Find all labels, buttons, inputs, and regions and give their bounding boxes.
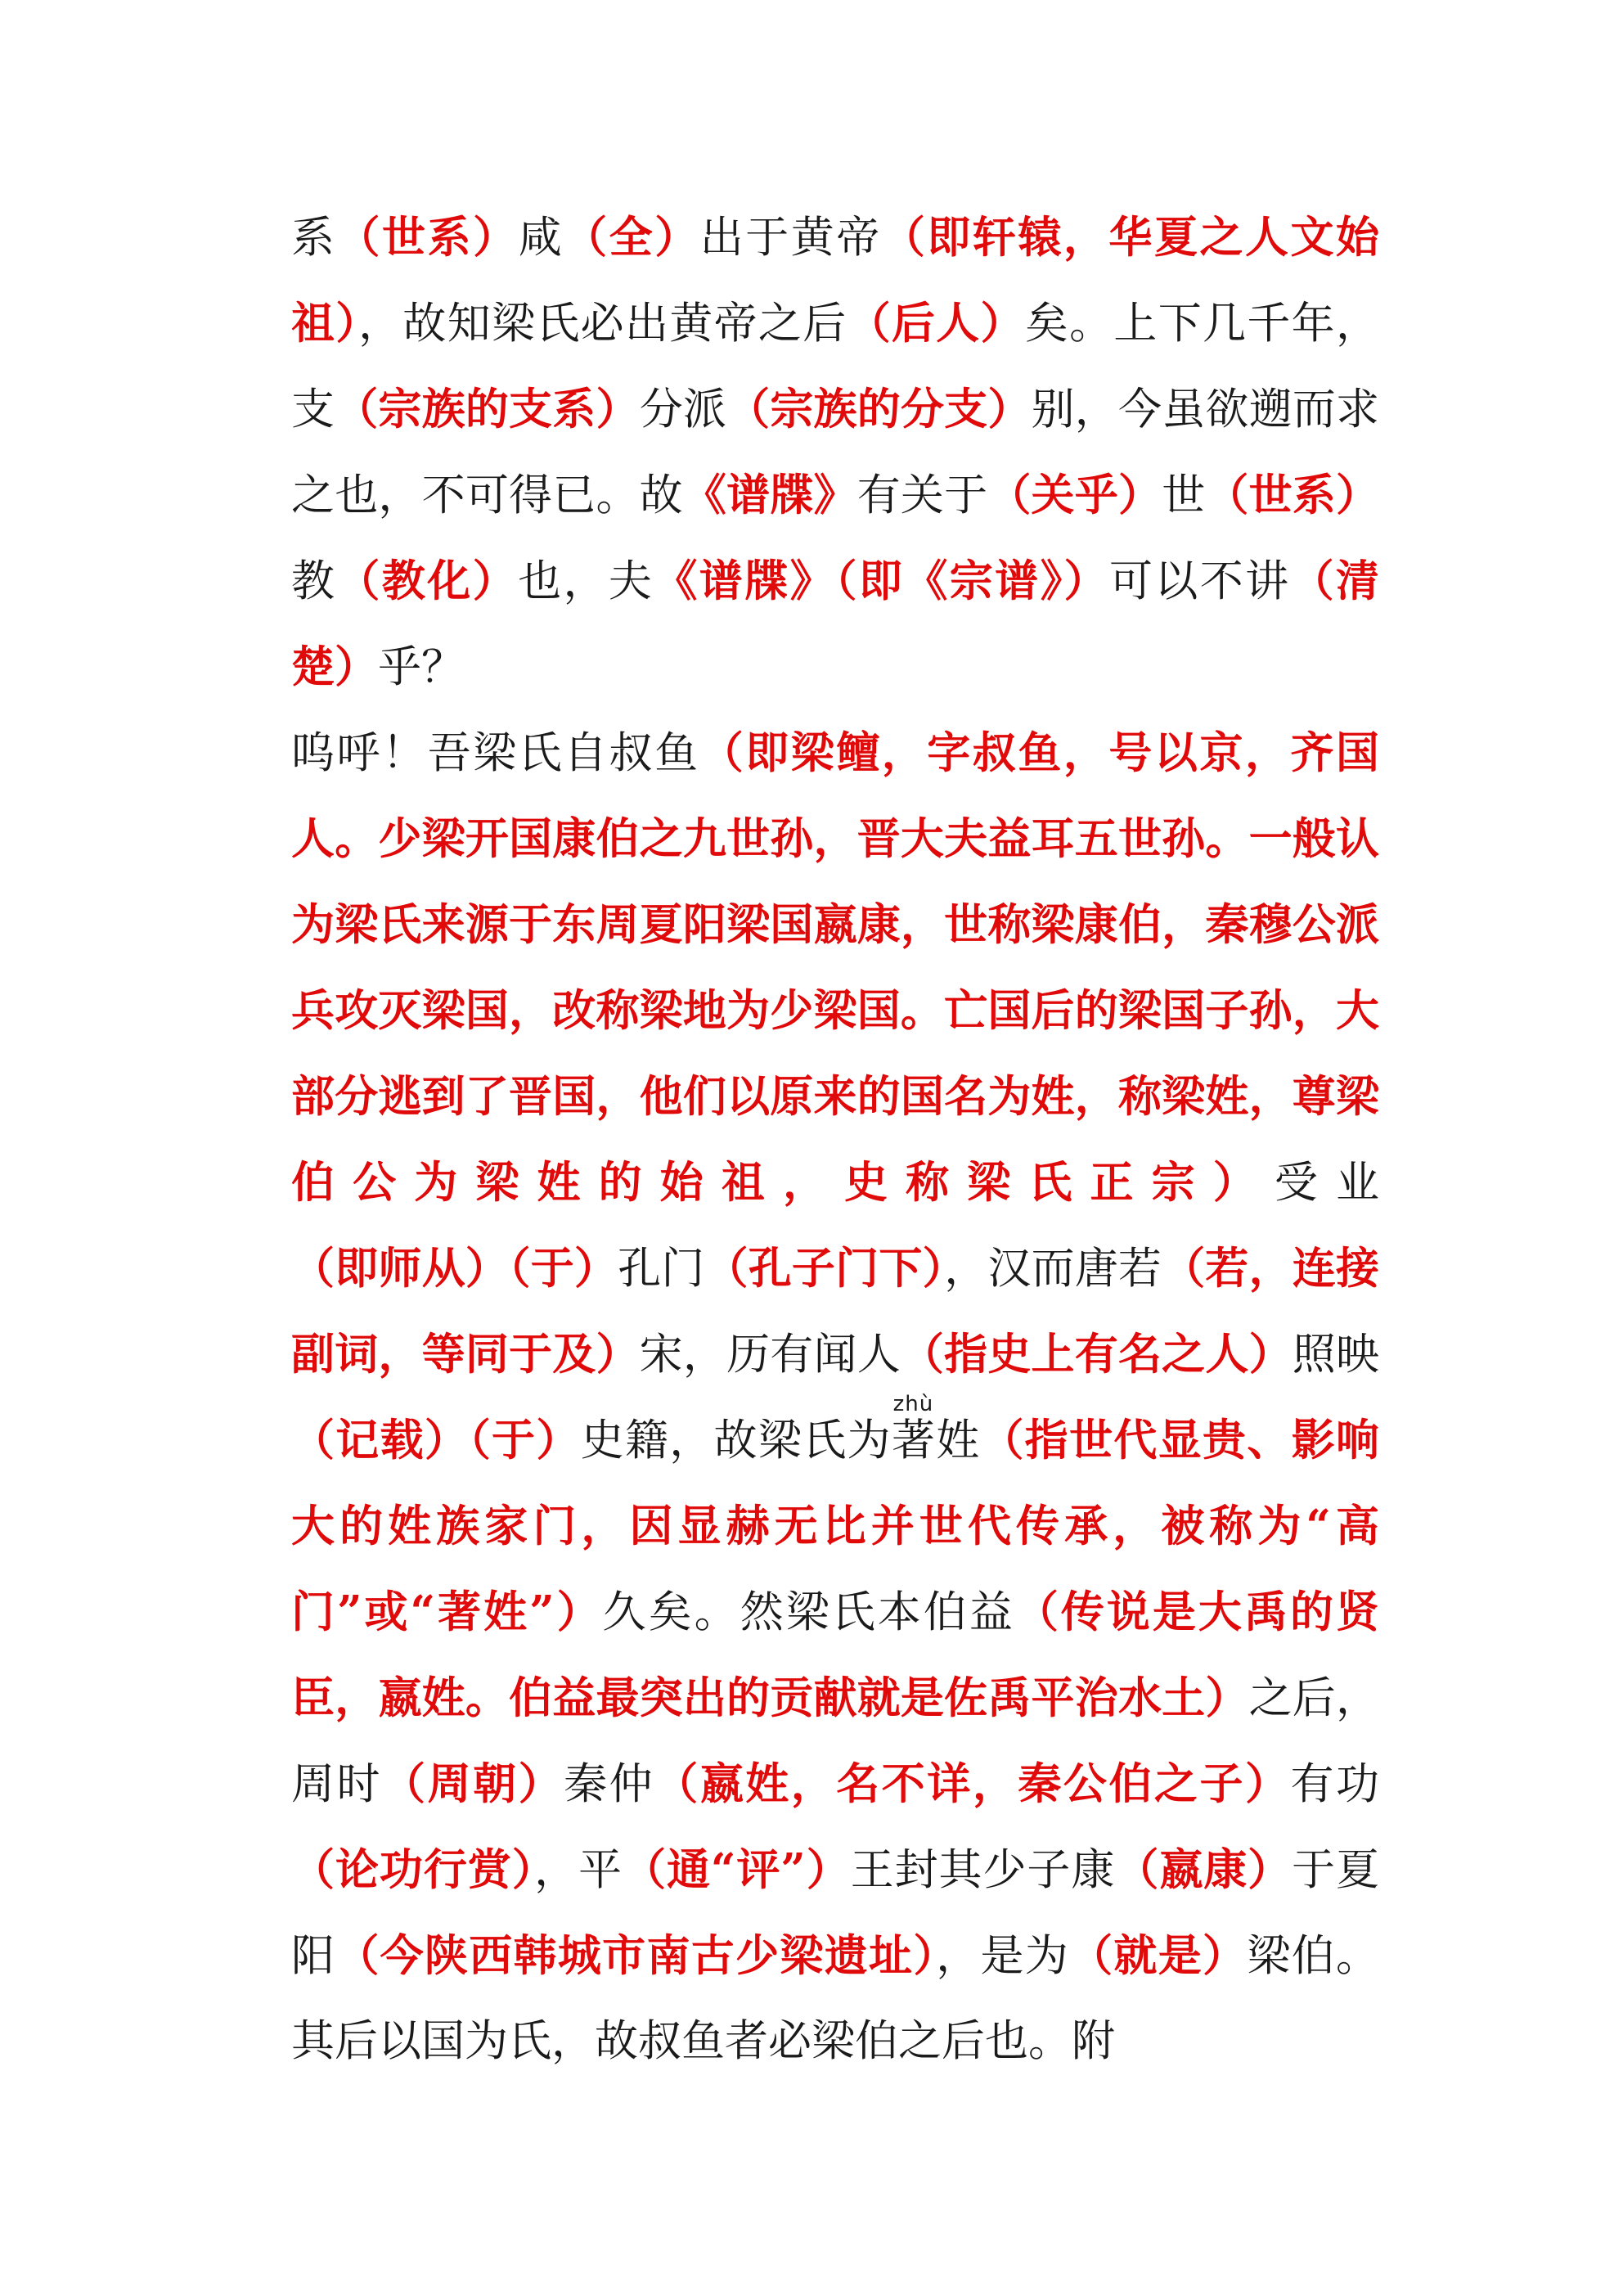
body-text: 出于黄帝 — [699, 213, 882, 263]
annotation-text: （世系） — [336, 212, 519, 263]
annotation-text: （嬴康） — [1115, 1844, 1293, 1895]
annotation-text: （宗族的支系） — [335, 384, 640, 434]
annotation-text: （嬴姓，名不详，秦公伯之子） — [654, 1758, 1291, 1809]
body-text: 系 — [291, 213, 337, 263]
annotation-text: （即师从）（于） — [291, 1243, 618, 1294]
body-text: 有关于 — [856, 470, 988, 520]
annotation-text: （周朝） — [382, 1758, 564, 1809]
body-text: 受业 — [1274, 1158, 1380, 1208]
annotation-text: （就是） — [1069, 1930, 1248, 1981]
annotation-text: （清楚） — [291, 556, 1380, 692]
body-text: 史籍，故梁氏为 — [580, 1416, 892, 1465]
body-text: 世 — [1162, 470, 1206, 520]
body-text: 别，今虽欲遡而求之也，不可得已。故 — [291, 385, 1380, 520]
annotation-text: （若，连接副词，等同于及） — [291, 1243, 1380, 1380]
annotation-text: 《谱牒》（即《宗谱》） — [654, 556, 1109, 606]
body-text: 宋，历有闻人 — [639, 1330, 901, 1380]
annotation-text: （关乎） — [987, 470, 1162, 520]
body-text: 有功 — [1290, 1759, 1380, 1809]
body-text: 呜呼！吾梁氏自叔鱼 — [291, 728, 700, 778]
annotation-text: （记载）（于） — [291, 1415, 581, 1465]
body-text: 姓 — [936, 1416, 981, 1465]
paragraph — [291, 710, 1379, 2084]
paragraph — [291, 195, 1379, 710]
body-text: 照映 — [1292, 1330, 1380, 1380]
annotation-text: （指世代显贵、影响大的姓族家门，因显赫无比并世代传承，被称为“高门”或“著姓”） — [291, 1415, 1379, 1637]
pinyin-annotation: zhù — [891, 1392, 935, 1416]
annotation-text: 《谱牒》 — [682, 470, 857, 520]
body-text: ，是为 — [936, 1931, 1070, 1981]
body-text: 分派 — [639, 385, 727, 434]
body-text: 咸 — [518, 213, 564, 263]
body-text: 秦仲 — [564, 1759, 655, 1809]
body-text: ，平 — [534, 1845, 623, 1895]
body-text: 乎？ — [378, 642, 465, 692]
body-text: 之后，周时 — [291, 1673, 1380, 1809]
body-text: 于夏阳 — [291, 1845, 1380, 1981]
annotation-text: （教化） — [336, 556, 519, 606]
annotation-text: （指史上有名之人） — [900, 1329, 1293, 1380]
body-text: 孔门 — [618, 1244, 705, 1294]
annotation-text: （通“评”） — [623, 1844, 851, 1895]
body-text: 王封其少子康 — [850, 1845, 1116, 1895]
annotation-text: （今陕西韩城市南古少梁遗址） — [335, 1930, 937, 1981]
annotation-text: （后人） — [847, 298, 1025, 349]
annotation-text: （论功行赏） — [291, 1844, 535, 1895]
annotation-text: （传说是大禹的贤臣，嬴姓。伯益最突出的贡献就是佐禹平治水土） — [291, 1587, 1379, 1723]
body-text: 也，夫 — [518, 556, 654, 606]
body-text: 久矣。然梁氏本伯益 — [602, 1587, 1015, 1637]
body-text: 矣。上下几千年，支 — [291, 299, 1379, 434]
annotation-text: （世系） — [1205, 470, 1380, 520]
annotation-text: （全） — [564, 212, 700, 263]
annotation-text: （即轩辕，华夏之人文始祖） — [291, 212, 1380, 349]
body-text: ，汉而唐若 — [944, 1244, 1162, 1294]
body-text: 梁伯。其后以国为氏，故叔鱼者必梁伯之后也。附 — [291, 1931, 1379, 2066]
annotation-text: （即梁鳣，字叔鱼，号以京，齐国人。少梁开国康伯之九世孙，晋大夫益耳五世孙。一般认为梁氏来源于东周夏阳梁国嬴康，世称梁康伯，秦穆公派兵攻灭梁国，改称梁地为少梁国。亡国后的梁国子孙，大部分逃到了晋国，他们以原来的国名为姓，称梁姓，尊梁伯公为梁姓的始祖，史称梁氏正宗） — [291, 727, 1380, 1208]
body-text: 教 — [291, 556, 337, 606]
ruby-annotation — [891, 1392, 937, 1465]
annotated-text-body — [291, 195, 1379, 2084]
ruby-base-text: 著 — [891, 1416, 937, 1465]
body-text: ，故知梁氏必出黄帝之后 — [358, 299, 847, 349]
body-text: 可以不讲 — [1108, 556, 1291, 606]
annotation-text: （宗族的分支） — [726, 384, 1032, 434]
annotation-text: （孔子门下） — [704, 1243, 945, 1294]
